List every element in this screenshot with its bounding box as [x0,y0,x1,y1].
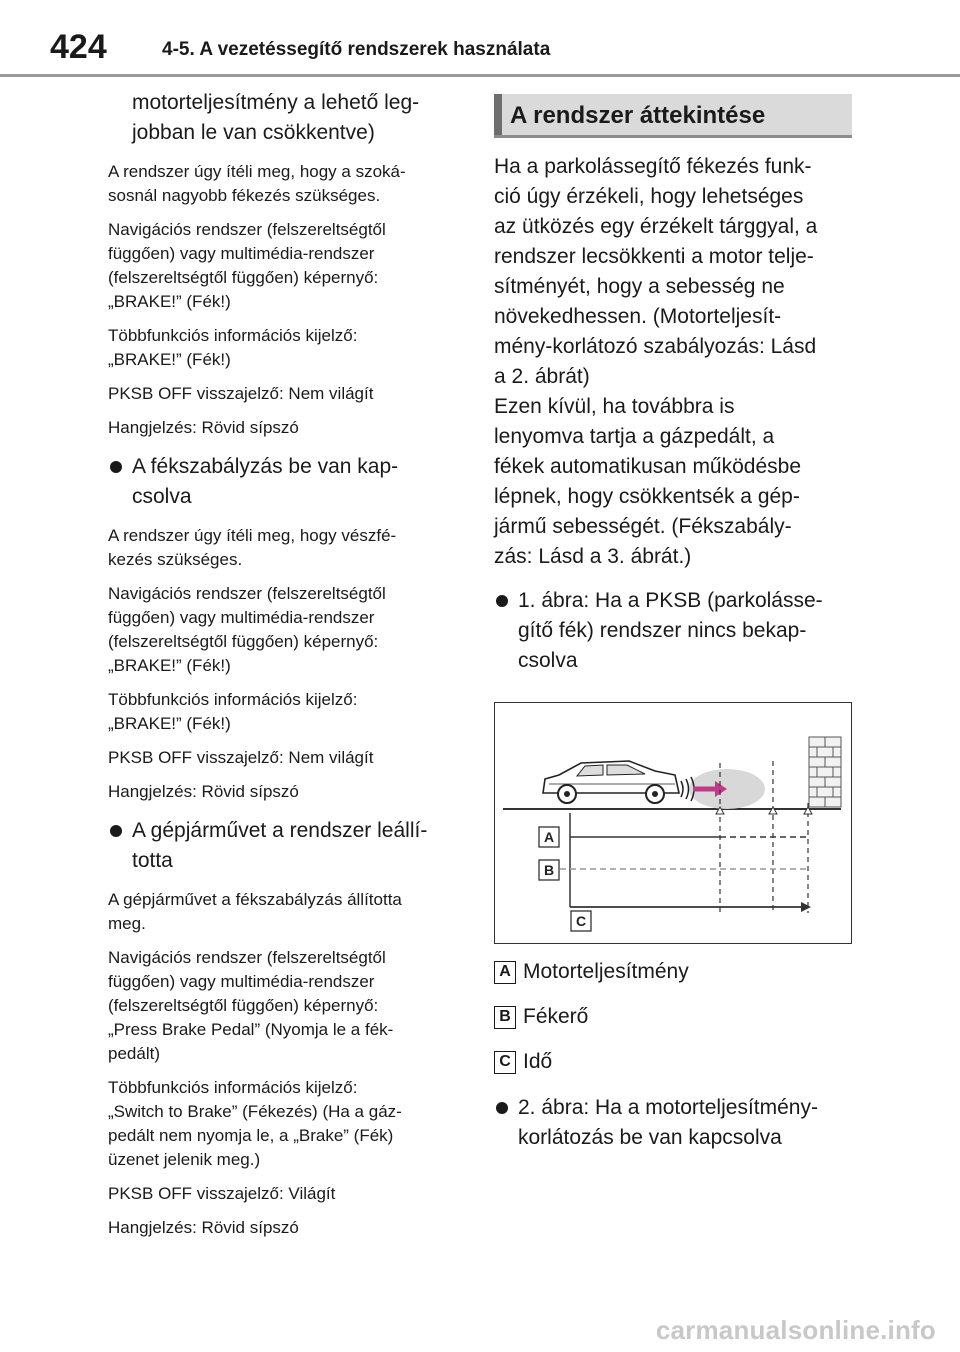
page-header [0,0,960,80]
right-column [494,94,852,1165]
info-paragraph: Hangjelzés: Rövid sípszó [108,418,299,437]
bullet-dot-icon [496,595,508,607]
info-paragraph: A rendszer úgy ítéli meg, hogy vészfé- kezés szükséges. [108,526,397,569]
section-title: 4-5. A vezetéssegítő rendszerek használata [162,39,551,60]
bullet-text: 1. ábra: Ha a PKSB (parkolásse- gítő fék) rendszer nincs bekap- csolva [518,589,823,672]
label-a: A [543,829,555,845]
car-icon [543,761,679,803]
legend-item-b [494,1003,852,1031]
info-paragraph: PKSB OFF visszajelző: Világít [108,1184,336,1203]
left-column [108,88,464,1250]
bullet-dot-icon [496,1102,508,1114]
info-paragraph: Többfunkciós információs kijelző: „BRAKE!” (Fék!) [108,690,358,733]
bullet-dot-icon [110,825,122,837]
info-group-2 [108,524,464,804]
info-paragraph: Többfunkciós információs kijelző: „BRAKE!” (Fék!) [108,326,358,369]
legend-key: B [494,1006,516,1029]
legend-text: Idő [523,1050,553,1073]
page-number: 424 [50,28,107,66]
legend-item-a [494,958,852,986]
header-rule [0,74,960,77]
label-c: C [575,913,587,929]
legend-key: C [494,1051,516,1074]
info-paragraph: A gépjárművet a fékszabályzás állította meg. [108,890,402,933]
bullet-text: 2. ábra: Ha a motorteljesítmény- korlátozás be van kapcsolva [518,1096,818,1149]
bullet-dot-icon [110,461,122,473]
info-paragraph: Navigációs rendszer (felszereltségtől függően) vagy multimédia-rendszer (felszereltségtől függően) képernyő: „BRAKE!” (Fék!) [108,220,386,311]
legend-text: Motorteljesítmény [523,960,689,983]
heading-accent-bar [494,94,502,135]
bullet-vehicle-stopped [108,816,464,876]
bullet-figure-1 [494,586,852,676]
info-paragraph: Navigációs rendszer (felszereltségtől függően) vagy multimédia-rendszer (felszereltségtől függően) képernyő: „Press Brake Pedal” (Nyomja le a fék- pedált) [108,948,394,1063]
info-paragraph: A rendszer úgy ítéli meg, hogy a szoká- sosnál nagyobb fékezés szükséges. [108,162,406,205]
info-paragraph: Hangjelzés: Rövid sípszó [108,1218,299,1237]
pksb-diagram [494,702,852,944]
diagram-svg [495,703,850,942]
section-heading [494,94,852,138]
info-paragraph: Navigációs rendszer (felszereltségtől függően) vagy multimédia-rendszer (felszereltségtől függően) képernyő: „BRAKE!” (Fék!) [108,584,386,675]
legend-text: Fékerő [523,1005,589,1028]
brick-wall-icon [809,737,841,807]
continued-text: motorteljesítmény a lehető leg- jobban le van csökkentve) [132,91,420,144]
heading-text: A rendszer áttekintése [510,102,766,129]
bullet-brake-control [108,452,464,512]
info-paragraph: Többfunkciós információs kijelző: „Switch to Brake” (Fékezés) (Ha a gáz- pedált nem nyomja le, a „Brake” (Fék) üzenet jelenik meg.) [108,1078,402,1169]
label-b: B [543,862,555,878]
info-group-3 [108,888,464,1240]
legend-item-c [494,1048,852,1076]
legend-key: A [494,961,516,984]
bullet-figure-2 [494,1093,852,1153]
watermark: carmanualsonline.info [655,1315,936,1345]
info-group-1 [108,160,464,440]
intro-paragraph: Ha a parkolássegítő fékezés funk- ció úgy érzékeli, hogy lehetséges az ütközés egy érzékelt tárggyal, a rendszer lecsökkenti a motor telje- sítményét, hogy a sebesség ne növekedhessen. (Motorteljesít- mény-korlátozó szabályozás: Lásd a 2. ábrát) Ezen kívül, ha továbbra is lenyomva tartja a gázpedált, a fékek automatikusan működésbe lépnek, hogy csökkentsék a gép- jármű sebességét. (Fékszabály- zás: Lásd a 3. ábrát.) [494,155,818,568]
bullet-text: A fékszabályzás be van kap- csolva [132,455,399,508]
info-paragraph: PKSB OFF visszajelző: Nem világít [108,748,374,767]
info-paragraph: Hangjelzés: Rövid sípszó [108,782,299,801]
time-axis-arrow-icon [801,902,811,912]
bullet-text: A gépjárművet a rendszer leállí- totta [132,819,428,872]
info-paragraph: PKSB OFF visszajelző: Nem világít [108,384,374,403]
